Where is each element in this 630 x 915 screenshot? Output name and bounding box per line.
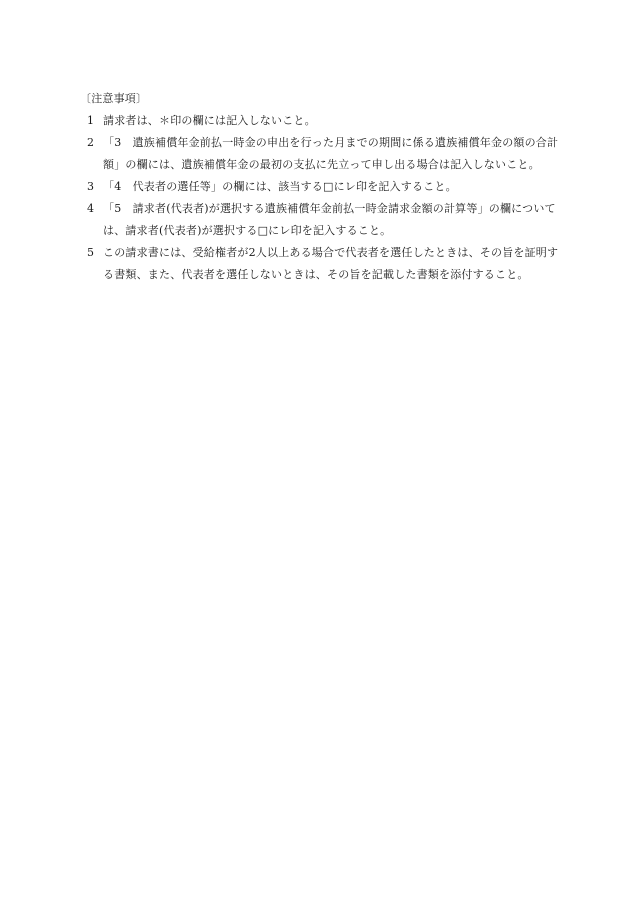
note-item-2 <box>87 132 560 176</box>
note-item-3 <box>87 176 560 198</box>
note-item-4 <box>87 198 560 242</box>
note-item-1 <box>87 110 560 132</box>
note-item-5 <box>87 242 560 286</box>
note-text: 請求者は、＊印の欄には記入しないこと。 <box>103 114 316 127</box>
note-text: 「3 遺族補償年金前払一時金の申出を行った月までの期間に係る遺族補償年金の額の合計額」の欄には、遺族補償年金の最初の支払に先立って申し出る場合は記入しないこと。 <box>103 136 559 171</box>
note-number: 1 <box>87 114 95 127</box>
note-number: 4 <box>87 202 95 215</box>
notes-heading: 〔注意事項〕 <box>80 92 148 105</box>
note-number: 3 <box>87 180 95 193</box>
note-text: 「5 請求者(代表者)が選択する遺族補償年金前払一時金請求金額の計算等」の欄については、請求者(代表者)が選択する□にレ印を記入すること。 <box>103 202 556 237</box>
note-number: 2 <box>87 136 95 149</box>
note-text: この請求書には、受給権者が2人以上ある場合で代表者を選任したときは、その旨を証明する書類、また、代表者を選任しないときは、その旨を記載した書類を添付すること。 <box>103 246 559 281</box>
note-number: 5 <box>87 246 95 259</box>
note-text: 「4 代表者の選任等」の欄には、該当する□にレ印を記入すること。 <box>103 180 457 193</box>
notes-section <box>80 88 560 286</box>
